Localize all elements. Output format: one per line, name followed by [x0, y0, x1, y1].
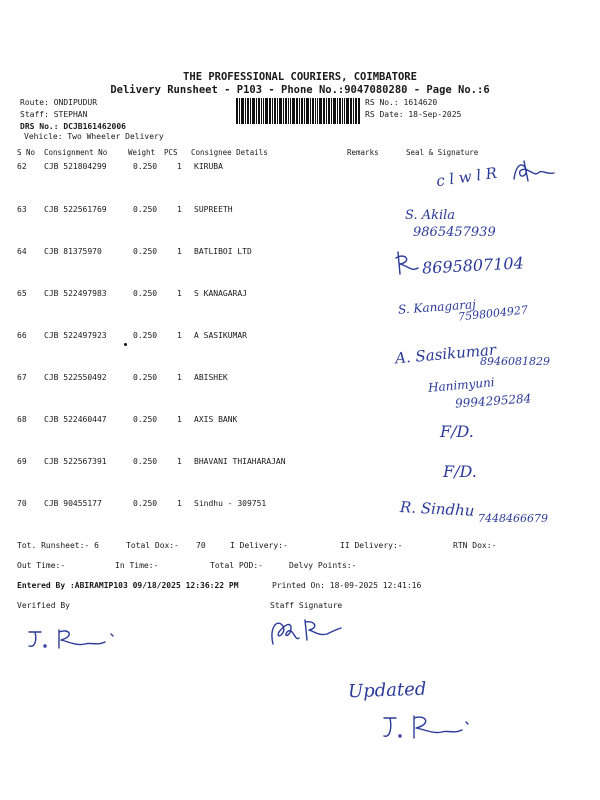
total-dox-label: Total Dox:-: [126, 541, 179, 550]
delvy-points: Delvy Points:-: [289, 561, 357, 570]
staff-label: Staff: STEPHAN: [20, 110, 88, 119]
row-pcs: 1: [177, 289, 182, 298]
row-pcs: 1: [177, 415, 182, 424]
route-label: Route: ONDIPUDUR: [20, 98, 98, 107]
row-consignee: AXIS BANK: [194, 415, 238, 424]
row-consignment: CJB 90455177: [44, 499, 102, 508]
handwritten-phone-64: 8695807104: [421, 253, 525, 278]
verifier-signature: [25, 624, 120, 654]
handwritten-receiver-62: c l w l R: [435, 163, 499, 191]
row-consignment: CJB 522550492: [44, 373, 107, 382]
rs-number: RS No.: 1614620: [365, 98, 438, 107]
updated-signature: [380, 710, 475, 744]
col-weight: Weight: [128, 148, 156, 157]
row-sno: 70: [17, 499, 27, 508]
rs-date: RS Date: 18-Sep-2025: [365, 110, 462, 119]
row-weight: 0.250: [133, 247, 158, 256]
row-consignment: CJB 521804299: [44, 162, 107, 171]
row-pcs: 1: [177, 373, 182, 382]
row-pcs: 1: [177, 162, 182, 171]
row-consignee: ABISHEK: [194, 373, 228, 382]
row-weight: 0.250: [133, 205, 158, 214]
verified-by-label: Verified By: [17, 601, 70, 610]
col-remarks: Remarks: [347, 148, 379, 157]
signature-scribble-64: [392, 250, 422, 276]
row-sno: 66: [17, 331, 27, 340]
i-delivery: I Delivery:-: [230, 541, 288, 550]
row-consignment: CJB 522561769: [44, 205, 107, 214]
total-dox-value: 70: [196, 541, 206, 550]
row-consignment: CJB 522497923: [44, 331, 107, 340]
signature-scribble-62: [508, 155, 558, 185]
rtn-dox: RTN Dox:-: [453, 541, 497, 550]
total-pod: Total POD:-: [210, 561, 263, 570]
row-consignee: BATLIBOI LTD: [194, 247, 252, 256]
row-pcs: 1: [177, 331, 182, 340]
row-weight: 0.250: [133, 162, 158, 171]
row-pcs: 1: [177, 499, 182, 508]
col-seal-signature: Seal & Signature: [406, 148, 479, 157]
printed-on: Printed On: 18-09-2025 12:41:16: [272, 581, 422, 590]
row-pcs: 1: [177, 457, 182, 466]
row-weight: 0.250: [133, 415, 158, 424]
col-sno: S No: [17, 148, 36, 157]
handwritten-note-updated: Updated: [347, 678, 427, 703]
handwritten-phone-63: 9865457939: [413, 225, 496, 240]
row-sno: 67: [17, 373, 27, 382]
entered-by: Entered By :ABIRAMIP103 09/18/2025 12:36:22 PM: [17, 581, 239, 590]
staff-signature-label: Staff Signature: [270, 601, 343, 610]
handwritten-phone-66: 8946081829: [480, 355, 550, 368]
handwritten-fd-68: F/D.: [440, 422, 474, 441]
row-weight: 0.250: [133, 289, 158, 298]
row-consignee: BHAVANI THIAHARAJAN: [194, 457, 286, 466]
col-consignment: Consignment No: [44, 148, 108, 157]
barcode-image: [236, 98, 360, 124]
row-consignment: CJB 522567391: [44, 457, 107, 466]
staff-signature: [265, 614, 345, 648]
row-consignee: Sindhu - 309751: [194, 499, 267, 508]
handwritten-phone-67: 9994295284: [454, 391, 532, 411]
row-pcs: 1: [177, 205, 182, 214]
row-sno: 65: [17, 289, 27, 298]
row-weight: 0.250: [133, 331, 158, 340]
row-sno: 63: [17, 205, 27, 214]
runsheet-subtitle: Delivery Runsheet - P103 - Phone No.:9047080280 - Page No.:6: [110, 84, 490, 96]
row-consignment: CJB 522460447: [44, 415, 107, 424]
vehicle-label: Vehicle: Two Wheeler Delivery: [24, 132, 164, 141]
col-pcs: PCS: [164, 148, 178, 157]
row-weight: 0.250: [133, 373, 158, 382]
handwritten-phone-70: 7448466679: [478, 512, 548, 525]
row-consignee: KIRUBA: [194, 162, 223, 171]
in-time: In Time:-: [115, 561, 159, 570]
company-title: THE PROFESSIONAL COURIERS, COIMBATORE: [183, 71, 417, 83]
out-time: Out Time:-: [17, 561, 66, 570]
row-pcs: 1: [177, 247, 182, 256]
col-consignee: Consignee Details: [191, 148, 268, 157]
handwritten-name-63: S. Akila: [405, 208, 456, 223]
ii-delivery: II Delivery:-: [340, 541, 403, 550]
row-consignee: SUPREETH: [194, 205, 233, 214]
row-sno: 68: [17, 415, 27, 424]
row-sno: 64: [17, 247, 27, 256]
handwritten-name-67: Hanimyuni: [427, 375, 496, 395]
row-sno: 69: [17, 457, 27, 466]
handwritten-name-70: R. Sindhu: [399, 498, 475, 520]
row-consignment: CJB 81375970: [44, 247, 102, 256]
row-consignee: A SASIKUMAR: [194, 331, 247, 340]
row-weight: 0.250: [133, 457, 158, 466]
handwritten-phone-65: 7598004927: [457, 303, 529, 324]
ink-dot: [124, 343, 127, 346]
row-consignee: S KANAGARAJ: [194, 289, 247, 298]
row-weight: 0.250: [133, 499, 158, 508]
total-runsheet: Tot. Runsheet:- 6: [17, 541, 99, 550]
row-sno: 62: [17, 162, 27, 171]
drs-number: DRS No.: DCJB161462006: [20, 122, 126, 131]
handwritten-name-66: A. Sasikumar: [394, 340, 497, 368]
row-consignment: CJB 522497983: [44, 289, 107, 298]
handwritten-fd-69: F/D.: [443, 462, 477, 481]
handwritten-name-65: S. Kanagaraj: [397, 297, 477, 317]
